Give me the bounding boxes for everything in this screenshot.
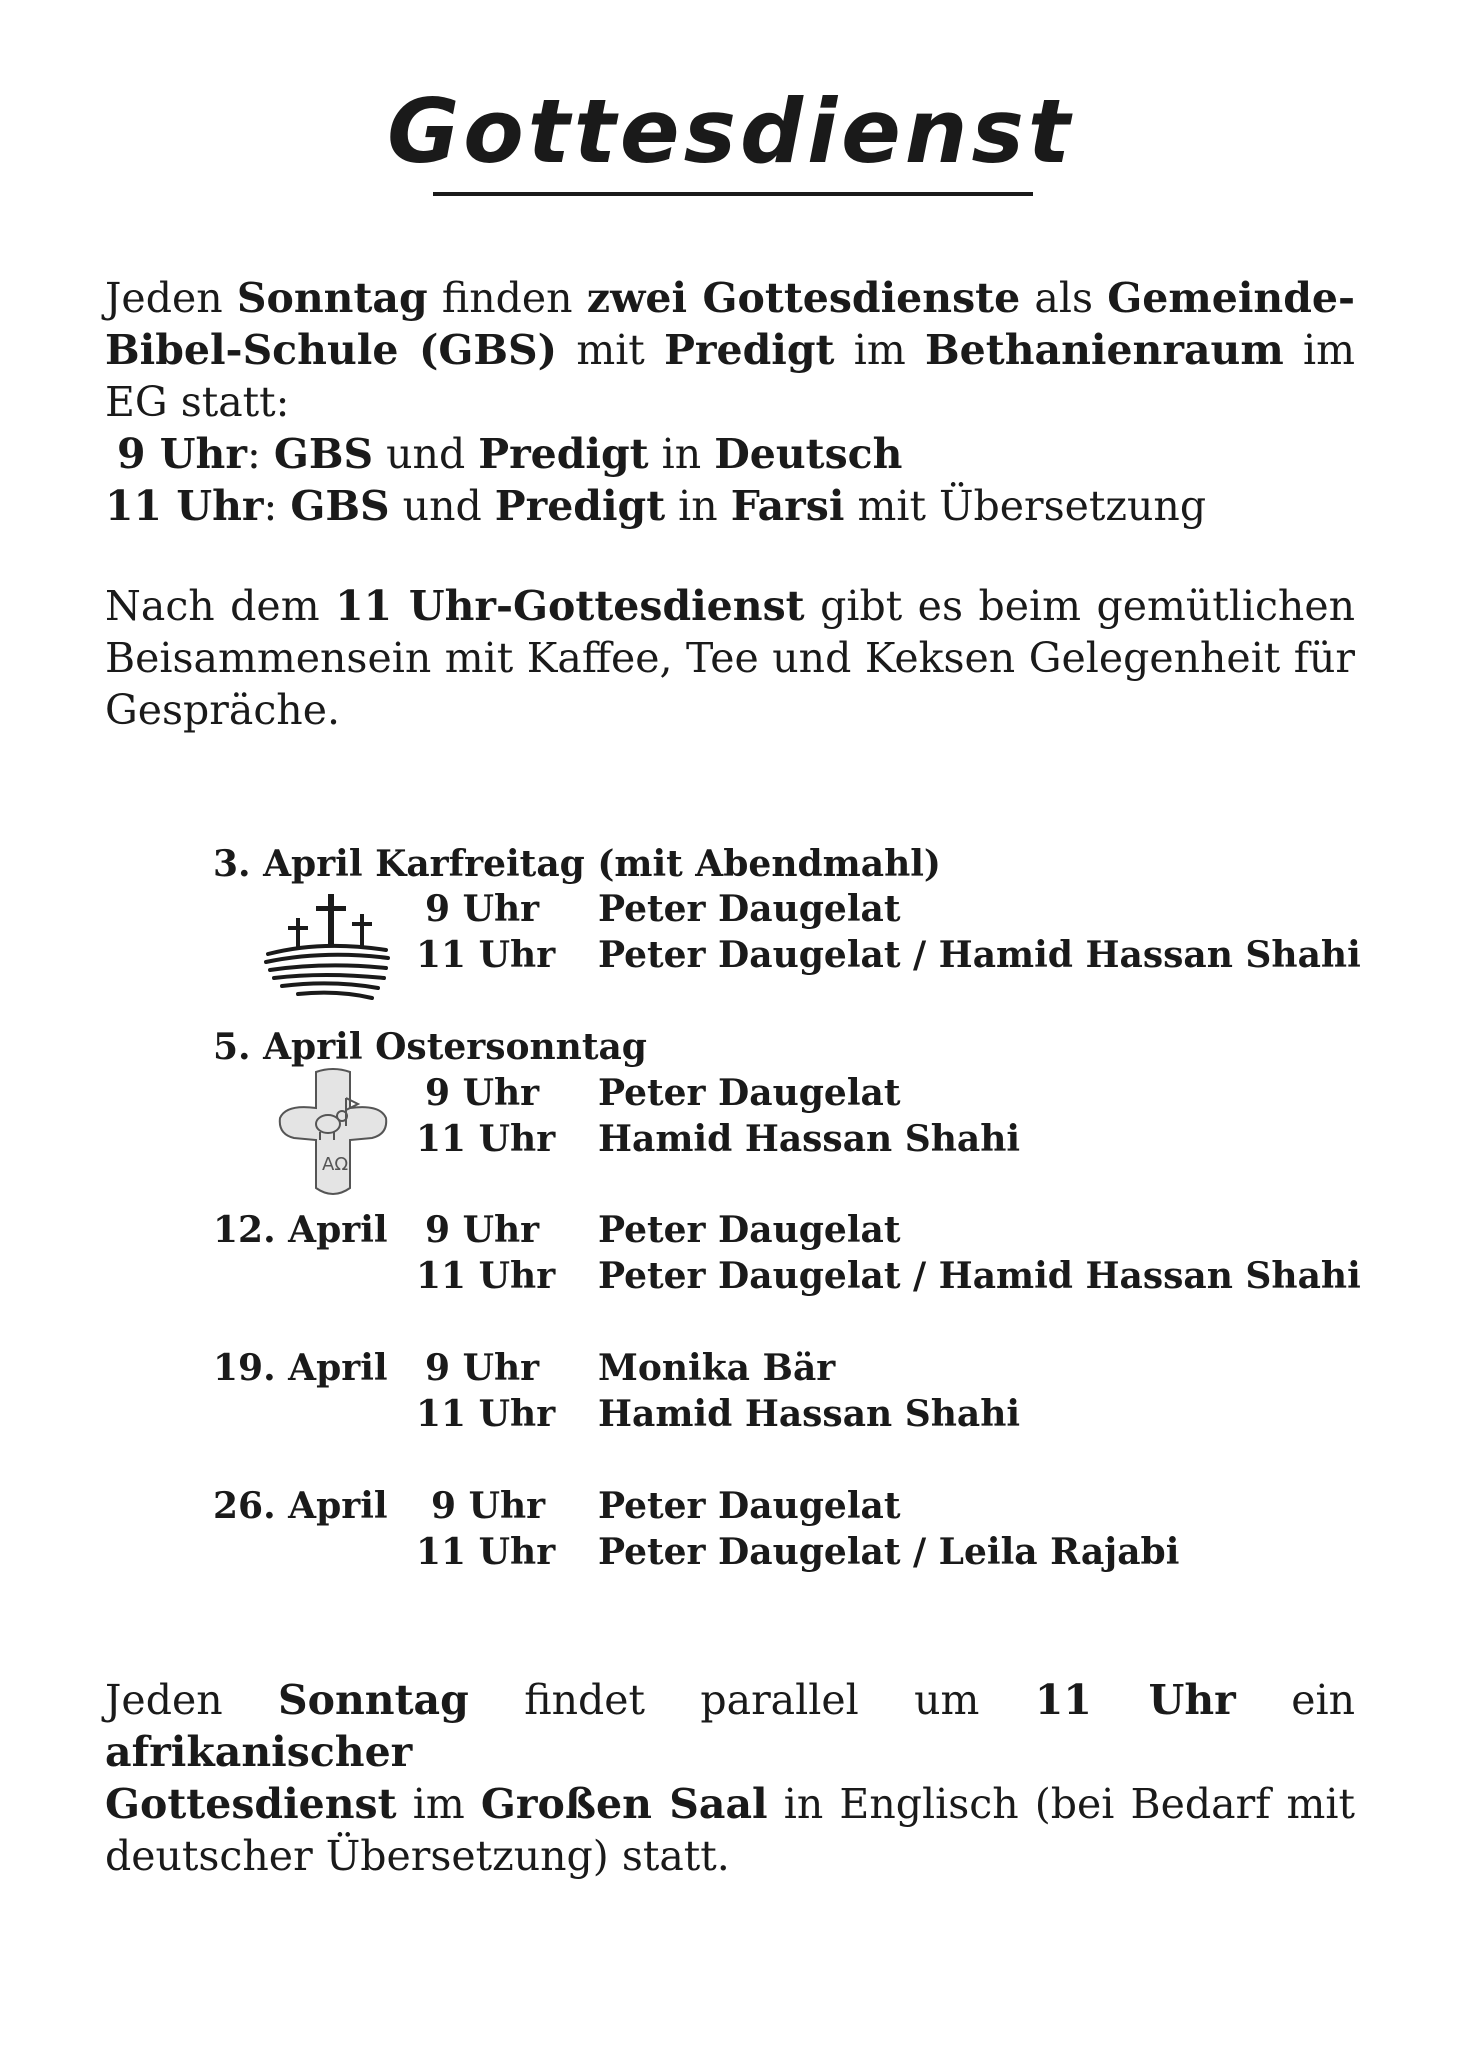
time-text: mit Übersetzung: [844, 482, 1207, 530]
footer-text: ein: [1235, 1676, 1355, 1724]
time-text: und: [389, 482, 495, 530]
schedule-date: 19. April: [213, 1347, 388, 1389]
time-text: in: [665, 482, 731, 530]
intro-bold: Gemeinde-: [1107, 274, 1356, 322]
time-label: 11 Uhr: [105, 482, 264, 530]
footer-bold: Sonntag: [278, 1676, 469, 1724]
intro-bold: Bethanienraum: [925, 326, 1284, 374]
footer-line-1: [105, 1674, 1355, 1778]
footer-line-2: [105, 1778, 1355, 1830]
after-text: Nach dem: [105, 582, 336, 630]
intro-line-2: [105, 324, 1355, 376]
time-text: und: [373, 430, 479, 478]
schedule-time: 9 Uhr: [425, 1347, 540, 1389]
after-line-3: Gespräche.: [105, 686, 341, 734]
time-text: :: [246, 430, 274, 478]
schedule-time: 11 Uhr: [416, 1118, 556, 1160]
schedule-preacher: Hamid Hassan Shahi: [598, 1393, 1021, 1435]
time-bold: Predigt: [494, 482, 666, 530]
schedule-preacher: Peter Daugelat: [598, 1485, 901, 1527]
after-paragraph: [105, 580, 1355, 736]
intro-bold: Predigt: [664, 326, 835, 374]
footer-text: findet parallel um: [468, 1676, 1035, 1724]
schedule-preacher: Peter Daugelat: [598, 1209, 901, 1251]
schedule-preacher: Peter Daugelat / Hamid Hassan Shahi: [598, 934, 1361, 976]
schedule-preacher: Peter Daugelat: [598, 1072, 901, 1114]
footer-text: Jeden: [105, 1676, 279, 1724]
schedule-preacher: Monika Bär: [598, 1347, 836, 1389]
schedule-date: 12. April: [213, 1209, 388, 1251]
title-underline: [433, 192, 1033, 196]
intro-paragraph: [105, 272, 1355, 532]
schedule-time: 9 Uhr: [425, 888, 540, 930]
intro-text: mit: [557, 326, 665, 374]
schedule-time: 9 Uhr: [425, 1072, 540, 1114]
time-bold: GBS: [273, 430, 374, 478]
footer-bold: Großen Saal: [480, 1780, 768, 1828]
schedule-preacher: Peter Daugelat: [598, 888, 901, 930]
time-bold: Predigt: [478, 430, 649, 478]
schedule-preacher: Hamid Hassan Shahi: [598, 1118, 1021, 1160]
time-line-11: [105, 480, 1355, 532]
intro-text: als: [1020, 274, 1108, 322]
schedule-date: 5. April Ostersonntag: [213, 1026, 647, 1068]
footer-paragraph: [105, 1674, 1355, 1882]
intro-bold: Bibel-Schule (GBS): [105, 326, 558, 374]
after-line-1: [105, 580, 1355, 632]
intro-text: im: [834, 326, 926, 374]
intro-text: im: [1283, 326, 1355, 374]
schedule-preacher: Peter Daugelat / Hamid Hassan Shahi: [598, 1255, 1361, 1297]
after-text: gibt es beim gemütlichen: [804, 582, 1355, 630]
time-bold: Deutsch: [714, 430, 903, 478]
alpha-omega-label: AΩ: [322, 1154, 349, 1175]
intro-bold: Sonntag: [236, 274, 428, 322]
intro-line-1: [105, 272, 1355, 324]
footer-bold: afrikanischer: [105, 1728, 413, 1776]
time-text: in: [648, 430, 715, 478]
footer-text: im: [396, 1780, 481, 1828]
schedule-time: 9 Uhr: [431, 1485, 546, 1527]
time-text: :: [263, 482, 291, 530]
schedule-time: 9 Uhr: [425, 1209, 540, 1251]
schedule-time: 11 Uhr: [416, 934, 556, 976]
footer-line-3: deutscher Übersetzung) statt.: [105, 1832, 730, 1880]
schedule-time: 11 Uhr: [416, 1393, 556, 1435]
time-label: 9 Uhr: [117, 430, 247, 478]
time-bold: Farsi: [730, 482, 845, 530]
time-bold: GBS: [290, 482, 390, 530]
intro-text: finden: [427, 274, 587, 322]
intro-line-3: EG statt:: [105, 378, 290, 426]
footer-bold: 11 Uhr: [1034, 1676, 1236, 1724]
after-line-2: Beisammensein mit Kaffee, Tee und Keksen Gelegenheit für: [105, 634, 1355, 682]
after-bold: 11 Uhr-Gottesdienst: [335, 582, 805, 630]
page-title: Gottesdienst: [387, 80, 1074, 183]
schedule-date: 3. April Karfreitag (mit Abendmahl): [213, 843, 941, 885]
intro-bold: zwei Gottesdienste: [586, 274, 1021, 322]
schedule-time: 11 Uhr: [416, 1255, 556, 1297]
footer-bold: Gottesdienst: [105, 1780, 397, 1828]
schedule-preacher: Peter Daugelat / Leila Rajabi: [598, 1531, 1180, 1573]
schedule-date: 26. April: [213, 1485, 388, 1527]
footer-text: in Englisch (bei Bedarf mit: [767, 1780, 1355, 1828]
schedule-time: 11 Uhr: [416, 1531, 556, 1573]
easter-cross-lamb-icon: [276, 1068, 390, 1198]
three-crosses-icon: [262, 892, 394, 1004]
time-line-9: [105, 428, 1355, 480]
intro-text: Jeden: [105, 274, 237, 322]
